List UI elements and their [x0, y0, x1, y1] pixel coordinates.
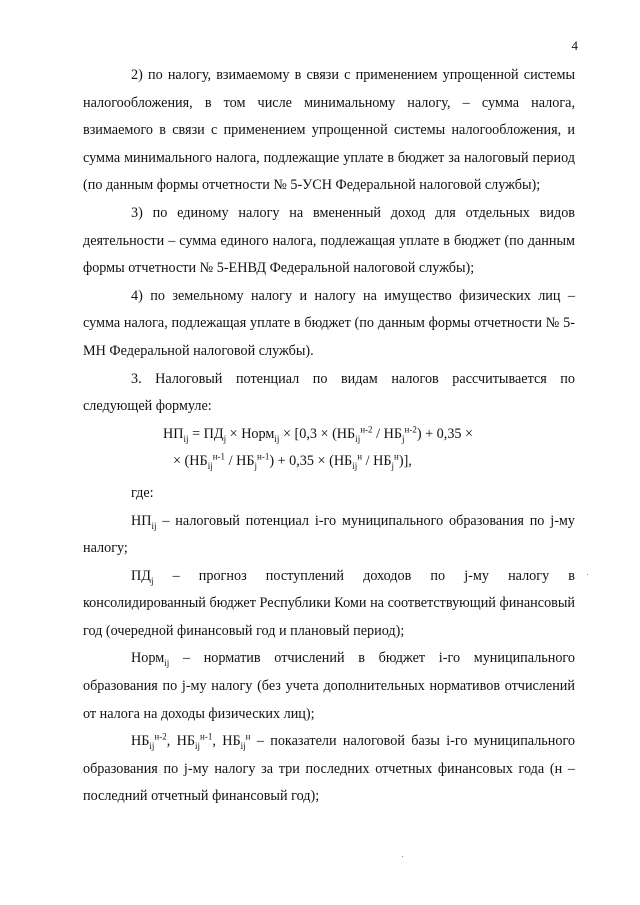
scan-speck [587, 574, 588, 575]
formula-line-1: $НП_{ij} = ПД_j$ × Норм$_{ij}$ × [$0,3 \times (НБ_{ij}^{н-2} / НБ_j^{н-2}) + 0,35$ × [163, 423, 474, 444]
paragraph-formula-intro: 3. Налоговый потенциал по видам налогов рассчитывается по следующей формуле: [83, 370, 575, 415]
definition-nb: $НБ_{ij}^{н-2}$, $НБ_{ij}^{н-1}$, $НБ_{ij}^н$ – показатели налоговой базы i-го муниципального образования по j-му налогу за три последних отчетных финансовых года (н – последний отчетный финансовый год); [83, 731, 576, 805]
paragraph-land-property: 4) по земельному налогу и налогу на имущество физических лиц – сумма налога, подлежащая уплате в бюджет (по данным формы отчетности № 5-МН Федеральной налоговой службы). [83, 287, 575, 359]
paragraph-usn: 2) по налогу, взимаемому в связи с применением упрощенной системы налогообложения, в том числе минимальному налогу, – сумма налога, взимаемого в связи с применением упрощенной системы налогообложения, и сумма минимального налога, подлежащие уплате в бюджет за налоговый период (по данным формы отчетности № 5-УСН Федеральной налоговой службы); [83, 67, 575, 194]
definition-pd: $ПД_j$ – прогноз поступлений доходов по j-му налогу в консолидированный бюджет Республики Коми на соответствующий финансовый год (очередной финансовый год и плановый период); [83, 567, 575, 639]
document-body [83, 62, 575, 811]
formula-line-2: × $(НБ_{ij}^{н-1} / НБ_j^{н-1}) + 0,35 \times (НБ_{ij}^н / НБ_j^н)$], [173, 451, 412, 472]
page-number: 4 [571, 38, 578, 53]
formula-np: НП [163, 425, 184, 442]
definition-norm: Норм$_{ij}$ – норматив отчислений в бюджет i-го муниципального образования по j-му налогу (без учета дополнительных нормативов отчислений от налога на доходы физических лиц); [83, 650, 575, 722]
scan-speck [402, 856, 403, 857]
tax-potential-formula [83, 421, 575, 476]
where-label: где: [131, 484, 154, 501]
definition-np: $НП_{ij}$ – налоговый потенциал i-го муниципального образования по j-му налогу; [83, 512, 575, 557]
paragraph-envd: 3) по единому налогу на вмененный доход для отдельных видов деятельности – сумма единого налога, подлежащая уплате в бюджет (по данным формы отчетности № 5-ЕНВД Федеральной налоговой службы); [83, 204, 575, 277]
